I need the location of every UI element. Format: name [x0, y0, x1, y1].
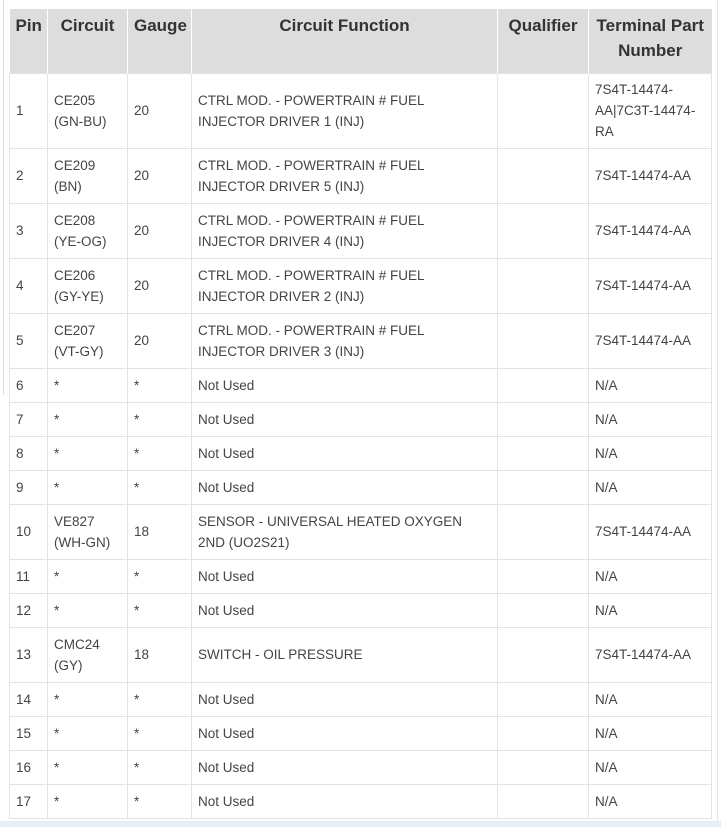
qualifier-cell [498, 504, 589, 559]
circuit-function-cell: Not Used [192, 402, 498, 436]
qualifier-cell [498, 593, 589, 627]
qualifier-cell [498, 784, 589, 818]
gauge-cell: 20 [128, 313, 192, 368]
qualifier-cell [498, 470, 589, 504]
circuit-function-cell: Not Used [192, 750, 498, 784]
table-row [10, 402, 712, 436]
terminal-part-number-cell: N/A [589, 593, 712, 627]
qualifier-cell [498, 73, 589, 148]
terminal-part-number-cell: 7S4T-14474-AA [589, 203, 712, 258]
qualifier-cell [498, 368, 589, 402]
terminal-part-number-cell: N/A [589, 368, 712, 402]
gauge-cell: * [128, 559, 192, 593]
qualifier-cell [498, 402, 589, 436]
gauge-cell: * [128, 784, 192, 818]
table-row [10, 258, 712, 313]
table-row [10, 470, 712, 504]
gauge-cell: * [128, 368, 192, 402]
qualifier-cell [498, 313, 589, 368]
terminal-part-number-cell: N/A [589, 402, 712, 436]
qualifier-cell [498, 682, 589, 716]
circuit-function-cell: CTRL MOD. - POWERTRAIN # FUEL INJECTOR DRIVER 2 (INJ) [192, 258, 498, 313]
pin-cell: 11 [10, 559, 48, 593]
header-qualifier[interactable]: Qualifier [498, 9, 589, 73]
qualifier-cell [498, 750, 589, 784]
circuit-function-cell: Not Used [192, 784, 498, 818]
header-terminal-part-number[interactable]: Terminal Part Number [589, 9, 712, 73]
qualifier-cell [498, 148, 589, 203]
header-circuit[interactable]: Circuit [48, 9, 128, 73]
circuit-cell: CE205 (GN-BU) [48, 73, 128, 148]
gauge-cell: 20 [128, 258, 192, 313]
table-row [10, 148, 712, 203]
table-row [10, 682, 712, 716]
pin-cell: 3 [10, 203, 48, 258]
qualifier-cell [498, 559, 589, 593]
qualifier-cell [498, 258, 589, 313]
circuit-cell: CE206 (GY-YE) [48, 258, 128, 313]
table-row [10, 436, 712, 470]
qualifier-cell [498, 436, 589, 470]
circuit-cell: * [48, 559, 128, 593]
circuit-function-cell: CTRL MOD. - POWERTRAIN # FUEL INJECTOR DRIVER 3 (INJ) [192, 313, 498, 368]
gauge-cell: * [128, 436, 192, 470]
circuit-function-cell: CTRL MOD. - POWERTRAIN # FUEL INJECTOR DRIVER 5 (INJ) [192, 148, 498, 203]
circuit-cell: CMC24 (GY) [48, 627, 128, 682]
table-row [10, 784, 712, 818]
pin-cell: 8 [10, 436, 48, 470]
scroll-edge [717, 0, 718, 827]
circuit-function-cell: CTRL MOD. - POWERTRAIN # FUEL INJECTOR DRIVER 4 (INJ) [192, 203, 498, 258]
terminal-part-number-cell: 7S4T-14474-AA [589, 313, 712, 368]
circuit-cell: * [48, 593, 128, 627]
table-row [10, 559, 712, 593]
header-circuit-function[interactable]: Circuit Function [192, 9, 498, 73]
terminal-part-number-cell: N/A [589, 750, 712, 784]
terminal-part-number-cell: 7S4T-14474-AA [589, 627, 712, 682]
table-row [10, 313, 712, 368]
terminal-part-number-cell: N/A [589, 784, 712, 818]
pin-cell: 14 [10, 682, 48, 716]
terminal-part-number-cell: N/A [589, 682, 712, 716]
pin-cell: 13 [10, 627, 48, 682]
table-header-row [10, 9, 712, 73]
qualifier-cell [498, 716, 589, 750]
circuit-function-cell: Not Used [192, 559, 498, 593]
circuit-cell: * [48, 682, 128, 716]
pin-cell: 15 [10, 716, 48, 750]
gauge-cell: 18 [128, 627, 192, 682]
qualifier-cell [498, 203, 589, 258]
circuit-cell: * [48, 784, 128, 818]
table-row [10, 203, 712, 258]
circuit-function-cell: Not Used [192, 436, 498, 470]
table-row [10, 627, 712, 682]
header-gauge[interactable]: Gauge [128, 9, 192, 73]
gauge-cell: * [128, 593, 192, 627]
circuit-cell: CE207 (VT-GY) [48, 313, 128, 368]
circuit-cell: * [48, 716, 128, 750]
circuit-cell: * [48, 402, 128, 436]
circuit-function-cell: Not Used [192, 682, 498, 716]
circuit-cell: * [48, 436, 128, 470]
pin-cell: 16 [10, 750, 48, 784]
left-divider [3, 0, 4, 395]
terminal-part-number-cell: 7S4T-14474-AA [589, 258, 712, 313]
table-row [10, 73, 712, 148]
circuit-function-cell: SWITCH - OIL PRESSURE [192, 627, 498, 682]
header-pin[interactable]: Pin [10, 9, 48, 73]
circuit-function-cell: CTRL MOD. - POWERTRAIN # FUEL INJECTOR DRIVER 1 (INJ) [192, 73, 498, 148]
circuit-function-cell: Not Used [192, 368, 498, 402]
table-row [10, 716, 712, 750]
gauge-cell: 18 [128, 504, 192, 559]
gauge-cell: * [128, 716, 192, 750]
gauge-cell: * [128, 402, 192, 436]
pin-cell: 2 [10, 148, 48, 203]
circuit-function-cell: SENSOR - UNIVERSAL HEATED OXYGEN 2ND (UO2S21) [192, 504, 498, 559]
gauge-cell: * [128, 750, 192, 784]
qualifier-cell [498, 627, 589, 682]
gauge-cell: * [128, 470, 192, 504]
circuit-cell: CE209 (BN) [48, 148, 128, 203]
gauge-cell: 20 [128, 73, 192, 148]
bottom-edge [0, 821, 721, 827]
pin-cell: 1 [10, 73, 48, 148]
pin-cell: 17 [10, 784, 48, 818]
pin-cell: 12 [10, 593, 48, 627]
pin-cell: 5 [10, 313, 48, 368]
pin-cell: 7 [10, 402, 48, 436]
terminal-part-number-cell: 7S4T-14474-AA [589, 504, 712, 559]
pin-cell: 9 [10, 470, 48, 504]
table-row [10, 368, 712, 402]
gauge-cell: 20 [128, 203, 192, 258]
circuit-cell: * [48, 470, 128, 504]
circuit-function-cell: Not Used [192, 593, 498, 627]
terminal-part-number-cell: N/A [589, 470, 712, 504]
table-row [10, 504, 712, 559]
pinout-table [9, 9, 712, 819]
circuit-function-cell: Not Used [192, 716, 498, 750]
terminal-part-number-cell: 7S4T-14474-AA|7C3T-14474-RA [589, 73, 712, 148]
circuit-cell: VE827 (WH-GN) [48, 504, 128, 559]
pin-cell: 10 [10, 504, 48, 559]
circuit-cell: CE208 (YE-OG) [48, 203, 128, 258]
table-row [10, 750, 712, 784]
gauge-cell: * [128, 682, 192, 716]
pin-cell: 6 [10, 368, 48, 402]
circuit-cell: * [48, 368, 128, 402]
terminal-part-number-cell: N/A [589, 559, 712, 593]
gauge-cell: 20 [128, 148, 192, 203]
terminal-part-number-cell: 7S4T-14474-AA [589, 148, 712, 203]
circuit-function-cell: Not Used [192, 470, 498, 504]
table-row [10, 593, 712, 627]
circuit-cell: * [48, 750, 128, 784]
terminal-part-number-cell: N/A [589, 436, 712, 470]
pin-cell: 4 [10, 258, 48, 313]
terminal-part-number-cell: N/A [589, 716, 712, 750]
